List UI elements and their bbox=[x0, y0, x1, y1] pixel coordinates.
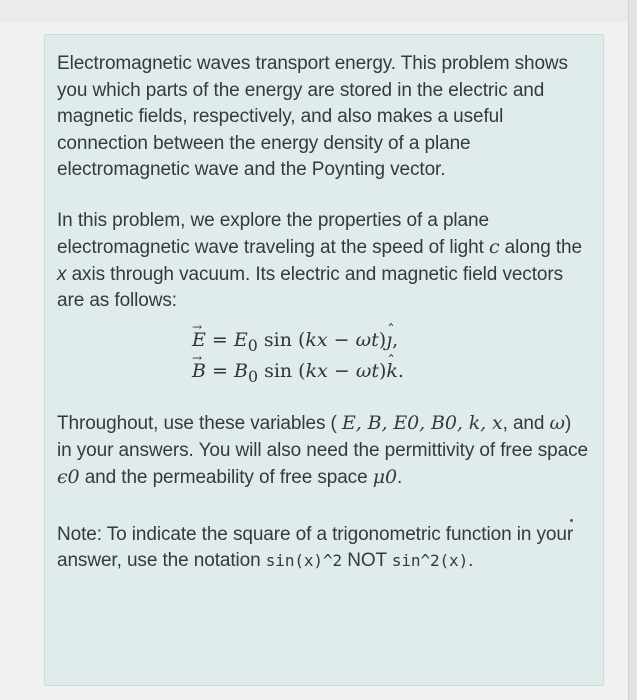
b0-subscript: 0 bbox=[247, 367, 259, 387]
e-arg-kx: kx bbox=[305, 328, 328, 351]
e-vector-symbol: → E bbox=[192, 327, 206, 353]
omega-var: ω bbox=[549, 412, 565, 435]
e-minus: − bbox=[327, 328, 356, 351]
e-close-paren: ) bbox=[378, 328, 387, 351]
note-paragraph bbox=[57, 522, 589, 575]
magnetic-field-equation bbox=[192, 358, 589, 390]
vars-text-a: Throughout, use these variables ( bbox=[57, 413, 342, 435]
b-period: . bbox=[397, 360, 404, 383]
speed-of-light-var: c bbox=[488, 236, 500, 258]
field-equations bbox=[57, 327, 589, 391]
vars-text-b: , and bbox=[502, 413, 550, 435]
note-text-c: . bbox=[468, 550, 474, 572]
k-unit-vector: ˆ k bbox=[386, 358, 398, 384]
j-unit-vector: ˆ ȷ bbox=[386, 327, 392, 353]
x-axis-var: x bbox=[57, 263, 67, 285]
vars-text-d: and the permeability of free space bbox=[79, 467, 373, 489]
intro-paragraph: Electromagnetic waves transport energy. This problem shows you which parts of the energy are stored in the electric and magnetic fields, respectively, and also makes a useful connection between the energy density of a plane electromagnetic wave and the Poynting vector. bbox=[57, 53, 568, 180]
b-arg-kx: kx bbox=[305, 360, 328, 383]
b-minus: − bbox=[327, 360, 356, 383]
setup-text-b: along the bbox=[499, 237, 582, 258]
e-arg-wt: ωt bbox=[355, 328, 379, 351]
epsilon0-var: ϵ0 bbox=[57, 466, 80, 489]
problem-card bbox=[44, 34, 604, 686]
b-vector-symbol: → B bbox=[192, 358, 206, 384]
b-close-paren: ) bbox=[378, 360, 387, 383]
b-arg-wt: ωt bbox=[355, 360, 379, 383]
vars-text-c: ) in your answers. You will also need the permittivity of free space bbox=[57, 413, 588, 461]
setup-text-a: In this problem, we explore the properties of a plane electromagnetic wave traveling at the speed of light bbox=[57, 209, 489, 258]
stray-dot bbox=[570, 519, 573, 522]
e-sin: sin ( bbox=[257, 328, 306, 351]
setup-text-c: axis through vacuum. Its electric and magnetic field vectors are as follows: bbox=[57, 263, 563, 311]
b-equals: = bbox=[212, 360, 234, 383]
note-text-b: NOT bbox=[342, 550, 392, 572]
notation-incorrect: sin^2(x) bbox=[391, 551, 469, 571]
vars-list: E, B, E0, B0, k, x bbox=[341, 412, 503, 435]
vars-text-e: . bbox=[396, 467, 403, 489]
e-equals: = bbox=[211, 328, 234, 351]
setup-paragraph bbox=[57, 208, 589, 315]
variables-paragraph bbox=[57, 410, 589, 492]
notation-correct: sin(x)^2 bbox=[265, 551, 343, 571]
scrollbar-track[interactable] bbox=[628, 0, 637, 700]
page-top-strip bbox=[0, 0, 637, 22]
b0-symbol: B bbox=[233, 360, 248, 383]
e-comma: , bbox=[392, 328, 399, 351]
note-text-a: Note: To indicate the square of a trigonometric function in your answer, use the notation bbox=[57, 523, 574, 572]
e0-symbol: E bbox=[233, 328, 248, 351]
mu0-var: μ0 bbox=[372, 466, 397, 489]
e0-subscript: 0 bbox=[247, 335, 258, 355]
b-sin: sin ( bbox=[258, 360, 306, 383]
